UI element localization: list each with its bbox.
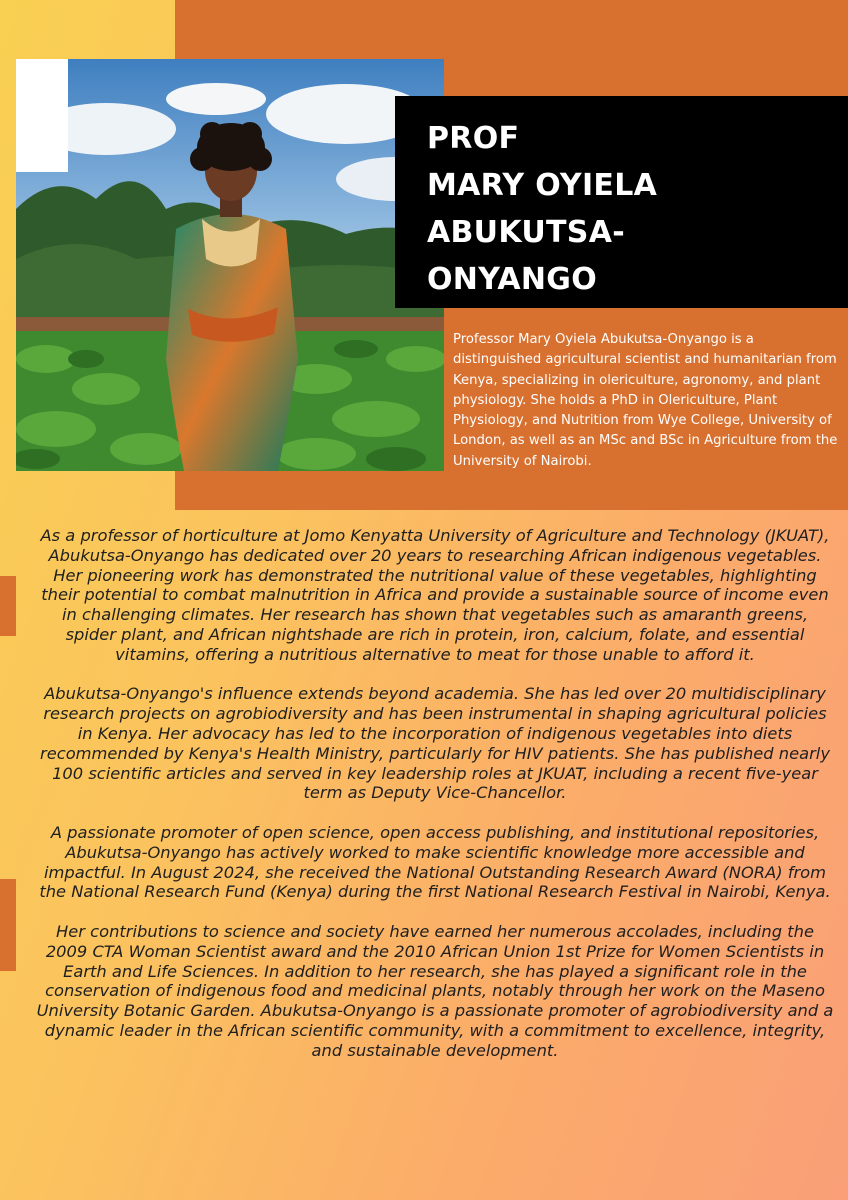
bio-paragraph-1: As a professor of horticulture at Jomo Kenyatta University of Agriculture and Technology (JKUAT), Abukutsa-Onyango has dedicated over 20 years to researching African indigenous vegetables. Her pioneering work has demonstrated the nutritional value of these vegetables, highlighting their potential to combat malnutrition in Africa and provide a sustainable source of income even in challenging climates. Her research has shown that vegetables such as amaranth greens, spider plant, and African nightshade are rich in protein, iron, calcium, folate, and essential vitamins, offering a nutritious alternative to meat for those unable to afford it. [40, 526, 830, 664]
accent-bar-left-2 [0, 879, 16, 971]
portrait-photo [16, 59, 444, 471]
title-line-3: ABUKUTSA- [427, 215, 625, 250]
title-line-2: MARY OYIELA [427, 168, 658, 203]
bio-paragraph-4: Her contributions to science and society have earned her numerous accolades, including the 2009 CTA Woman Scientist award and the 2010 African Union 1st Prize for Women Scientists in Earth and Life Sciences. In addition to her research, she has played a significant role in the conservation of indigenous food and medicinal plants, notably through her work on the Maseno University Botanic Garden. Abukutsa-Onyango is a passionate promoter of agrobiodiversity and a dynamic leader in the African scientific community, with a commitment to excellence, integrity, and sustainable development. [36, 921, 834, 1060]
intro-paragraph: Professor Mary Oyiela Abukutsa-Onyango is a distinguished agricultural scientist and humanitarian from Kenya, specializing in olericulture, agronomy, and plant physiology. She holds a PhD in Olericulture, Plant Physiology, and Nutrition from Wye College, University of London, as well as an MSc and BSc in Agriculture from the University of Nairobi. [453, 332, 838, 469]
title-line-1: PROF [427, 121, 520, 156]
bio-paragraph-2: Abukutsa-Onyango's influence extends beyond academia. She has led over 20 multidisciplinary research projects on agrobiodiversity and has been instrumental in shaping agricultural policies in Kenya. Her advocacy has led to the incorporation of indigenous vegetables into diets recommended by Kenya's Health Ministry, particularly for HIV patients. She has published nearly 100 scientific articles and served in key leadership roles at JKUAT, including a recent five-year term as Deputy Vice-Chancellor. [40, 684, 830, 803]
bio-paragraph-3: A passionate promoter of open science, open access publishing, and institutional repositories, Abukutsa-Onyango has actively worked to make scientific knowledge more accessible and impactful. In August 2024, she received the National Outstanding Research Award (NORA) from the National Research Fund (Kenya) during the first National Research Festival in Nairobi, Kenya. [39, 822, 831, 902]
title-line-4: ONYANGO [427, 262, 598, 297]
biography-body [35, 526, 835, 1080]
name-title-box [395, 96, 848, 308]
white-corner-tab [16, 59, 68, 172]
accent-bar-left-1 [0, 576, 16, 636]
